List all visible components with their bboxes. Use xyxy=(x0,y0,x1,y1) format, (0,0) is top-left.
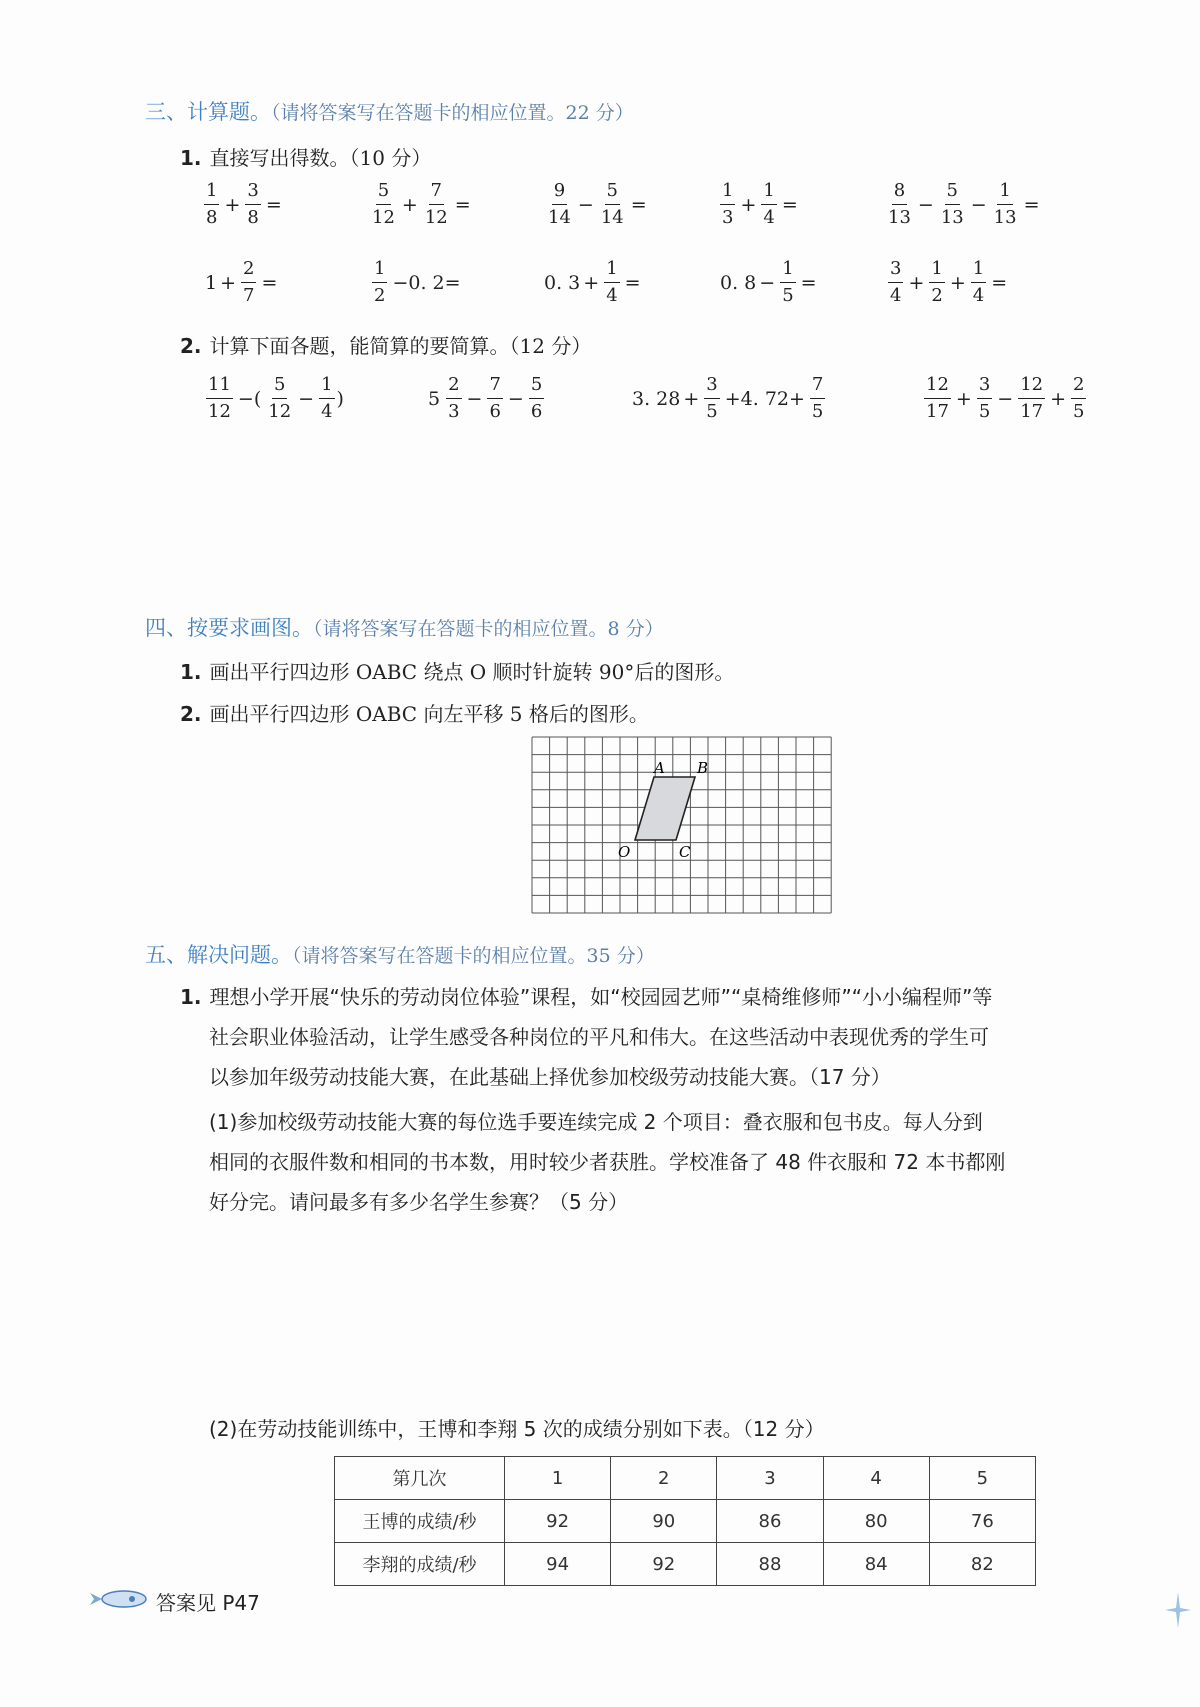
table-cell: 1 xyxy=(505,1457,611,1500)
q-number: 1. xyxy=(180,146,202,170)
expr-c4: $\frac{12}{17}$ + $\frac{3}{5}$ − $\frac{12}{17}$ + $\frac{2}{5}$ xyxy=(926,374,1085,422)
parallelogram-oabc xyxy=(635,777,695,840)
q-number: 2. xyxy=(180,702,202,726)
table-cell: 80 xyxy=(823,1500,929,1543)
expr-r1-5: $\frac{8}{13}$ − $\frac{5}{13}$ − $\frac{1}{13}$ = xyxy=(888,180,1040,228)
section-3-note: （请将答案写在答题卡的相应位置。22 分） xyxy=(271,102,634,124)
q-text: 画出平行四边形 OABC 向左平移 5 格后的图形。 xyxy=(209,702,649,726)
q-text: 计算下面各题，能简算的要简算。（12 分） xyxy=(209,334,592,358)
table-cell: 82 xyxy=(929,1543,1035,1586)
expr-r2-1: 1 + $\frac{2}{7}$ = xyxy=(205,258,278,306)
table-cell: 王博的成绩/秒 xyxy=(335,1500,505,1543)
answer-reference: 答案见 P47 xyxy=(156,1591,260,1615)
q-number: 1. xyxy=(180,660,202,684)
table-cell: 94 xyxy=(505,1543,611,1586)
expr-r2-3: 0. 3 + $\frac{1}{4}$ = xyxy=(544,258,641,306)
section-4-title xyxy=(145,612,664,642)
table-cell: 3 xyxy=(717,1457,823,1500)
table-cell: 92 xyxy=(611,1543,717,1586)
scores-table xyxy=(334,1456,1036,1586)
s3-question-2 xyxy=(180,330,591,359)
table-cell: 5 xyxy=(929,1457,1035,1500)
q1-line-3: 以参加年级劳动技能大赛，在此基础上择优参加校级劳动技能大赛。（17 分） xyxy=(209,1065,891,1089)
section-5-heading: 五、解决问题。 xyxy=(145,943,292,967)
table-cell: 90 xyxy=(611,1500,717,1543)
s4-question-1 xyxy=(180,656,734,685)
table-cell: 92 xyxy=(505,1500,611,1543)
q1-line-1: 理想小学开展“快乐的劳动岗位体验”课程，如“校园园艺师”“桌椅维修师”“小小编程师”等 xyxy=(209,985,993,1009)
q-text: 画出平行四边形 OABC 绕点 O 顺时针旋转 90°后的图形。 xyxy=(209,660,735,684)
q-text: 直接写出得数。（10 分） xyxy=(209,146,432,170)
expr-r1-2: $\frac{5}{12}$ + $\frac{7}{12}$ = xyxy=(372,180,471,228)
table-cell: 88 xyxy=(717,1543,823,1586)
label-b: B xyxy=(697,759,709,777)
s5-sub-question-2 xyxy=(209,1409,825,1449)
expr-r1-3: $\frac{9}{14}$ − $\frac{5}{14}$ = xyxy=(548,180,647,228)
label-o: O xyxy=(618,843,631,861)
label-a: A xyxy=(654,759,665,777)
expr-c2: 5 $\frac{2}{3}$ − $\frac{7}{6}$ − $\frac{5}{6}$ xyxy=(428,374,543,422)
s3-question-1 xyxy=(180,142,431,171)
expr-c3: 3. 28 + $\frac{3}{5}$ +4. 72+ $\frac{7}{5}$ xyxy=(632,374,824,422)
label-c: C xyxy=(679,843,691,861)
table-row xyxy=(335,1543,1036,1586)
q-number: 2. xyxy=(180,334,202,358)
table-cell: 84 xyxy=(823,1543,929,1586)
s4-question-2 xyxy=(180,698,649,727)
expr-c1: $\frac{11}{12}$ −( $\frac{5}{12}$ − $\frac{1}{4}$ ) xyxy=(208,374,344,422)
table-cell: 2 xyxy=(611,1457,717,1500)
sparkle-icon xyxy=(1163,1590,1193,1630)
section-3-heading: 三、计算题。 xyxy=(145,100,271,124)
q-number: 1. xyxy=(180,985,202,1009)
table-row xyxy=(335,1500,1036,1543)
q1-line-2: 社会职业体验活动，让学生感受各种岗位的平凡和伟大。在这些活动中表现优秀的学生可 xyxy=(209,1025,989,1049)
s5-question-1 xyxy=(180,977,1180,1097)
section-3-title xyxy=(145,96,634,126)
table-cell: 76 xyxy=(929,1500,1035,1543)
expr-r1-4: $\frac{1}{3}$ + $\frac{1}{4}$ = xyxy=(722,180,798,228)
section-5-note: （请将答案写在答题卡的相应位置。35 分） xyxy=(292,945,655,967)
expr-r2-2: $\frac{1}{2}$ −0. 2= xyxy=(374,258,461,306)
expr-r2-4: 0. 8 − $\frac{1}{5}$ = xyxy=(720,258,817,306)
rocket-icon xyxy=(88,1586,150,1612)
sub1-line-2: 相同的衣服件数和相同的书本数，用时较少者获胜。学校准备了 48 件衣服和 72 本书都刚 xyxy=(209,1150,1006,1174)
table-cell: 李翔的成绩/秒 xyxy=(335,1543,505,1586)
table-cell: 4 xyxy=(823,1457,929,1500)
expr-r1-1: $\frac{1}{8}$ + $\frac{3}{8}$ = xyxy=(206,180,282,228)
sub1-line-1: (1)参加校级劳动技能大赛的每位选手要连续完成 2 个项目：叠衣服和包书皮。每人分到 xyxy=(209,1110,983,1134)
table-cell: 86 xyxy=(717,1500,823,1543)
s5-sub-question-1 xyxy=(209,1102,1179,1222)
section-5-title xyxy=(145,939,655,969)
sub1-line-3: 好分完。请问最多有多少名学生参赛？（5 分） xyxy=(209,1190,629,1214)
table-header-row xyxy=(335,1457,1036,1500)
grid-diagram xyxy=(530,735,836,923)
sub2-text: (2)在劳动技能训练中，王博和李翔 5 次的成绩分别如下表。（12 分） xyxy=(209,1417,825,1441)
section-4-note: （请将答案写在答题卡的相应位置。8 分） xyxy=(313,618,664,640)
table-cell: 第几次 xyxy=(335,1457,505,1500)
section-4-heading: 四、按要求画图。 xyxy=(145,616,313,640)
expr-r2-5: $\frac{3}{4}$ + $\frac{1}{2}$ + $\frac{1}{4}$ = xyxy=(890,258,1008,306)
